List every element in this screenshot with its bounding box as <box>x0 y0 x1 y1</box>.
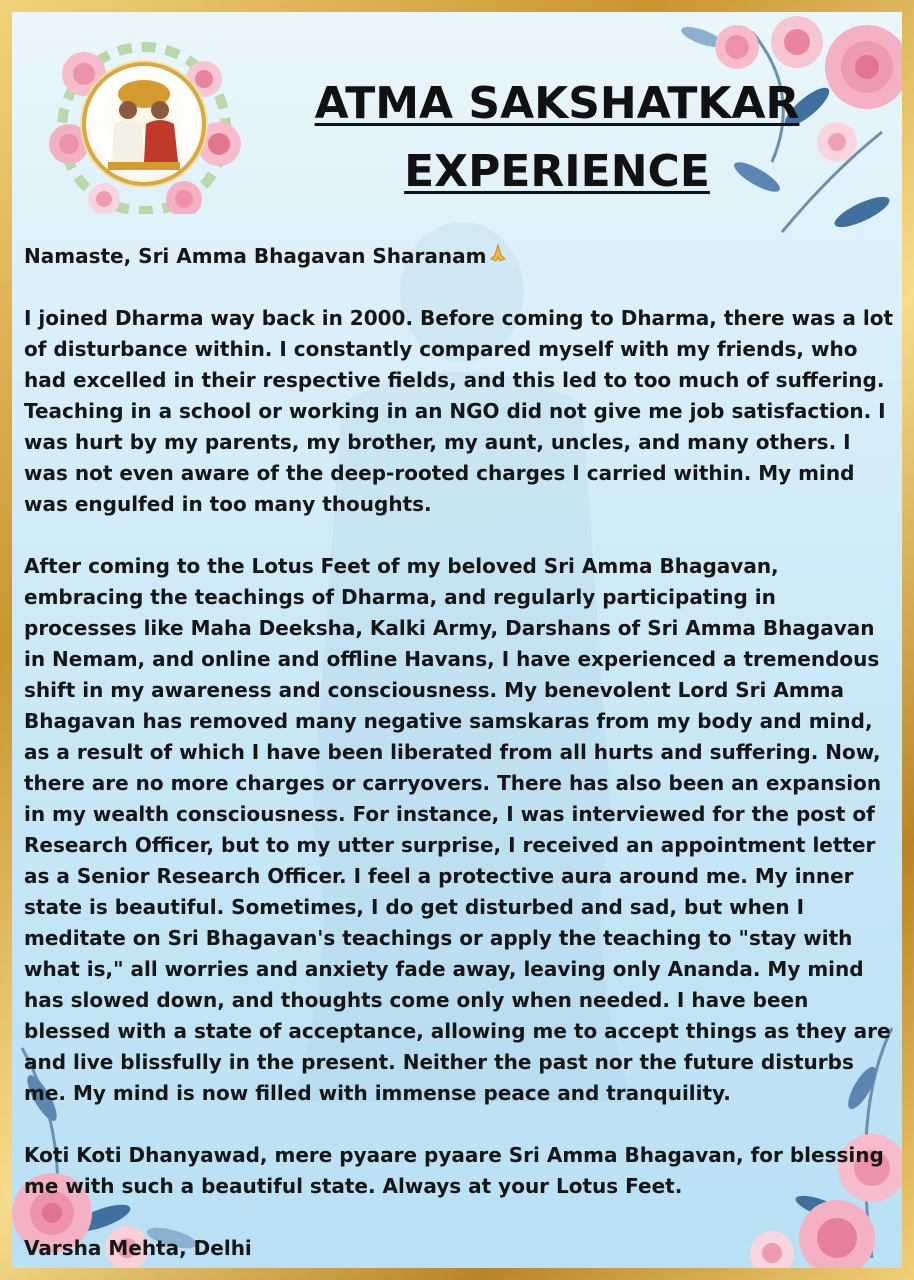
title-line-1: ATMA SAKSHATKAR <box>314 78 800 129</box>
amma-bhagavan-logo <box>82 62 206 186</box>
paragraph-2: After coming to the Lotus Feet of my beloved Sri Amma Bhagavan, embracing the teachings of Dharma, and regularly participating in processes like Maha Deeksha, Kalki Army, Darshans of Sri Amma Bhagavan in Nemam, and online and offline Havans, I have experienced a tremendous shift in my awareness and consciousness. My benevolent Lord Sri Amma Bhagavan has removed many negative samskaras from my body and mind, as a result of which I have been liberated from all hurts and suffering. Now, there are no more charges or carryovers. There has also been an expansion in my wealth consciousness. For instance, I was interviewed for the post of Research Officer, but to my utter surprise, I received an appointment letter as a Senior Research Officer. I feel a protective aura around me. My inner state is beautiful. Sometimes, I do get disturbed and sad, but when I meditate on Sri Bhagavan's teachings or apply the teaching to "stay with what is," all worries and anxiety fade away, leaving only Ananda. My mind has slowed down, and thoughts come only when needed. I have been blessed with a state of acceptance, allowing me to accept things as they are and live blissfully in the present. Neither the past nor the future disturbs me. My mind is now filled with immense peace and tranquility. <box>24 554 891 1105</box>
deity-figures-icon <box>86 66 202 182</box>
page-title <box>262 70 852 206</box>
greeting-text: Namaste, Sri Amma Bhagavan Sharanam <box>24 244 487 268</box>
testimonial-page <box>12 12 902 1268</box>
testimonial-body <box>24 241 894 1268</box>
paragraph-3: Koti Koti Dhanyawad, mere pyaare pyaare Sri Amma Bhagavan, for blessing me with such a beautiful state. Always at your Lotus Feet. <box>24 1143 884 1198</box>
greeting-paragraph <box>24 241 894 272</box>
title-line-2: EXPERIENCE <box>404 146 710 197</box>
signature: Varsha Mehta, Delhi <box>24 1236 252 1260</box>
paragraph-1: I joined Dharma way back in 2000. Before coming to Dharma, there was a lot of disturbance within. I constantly compared myself with my friends, who had excelled in their respective fields, and this led to too much of suffering. Teaching in a school or working in an NGO did not give me job satisfaction. I was hurt by my parents, my brother, my aunt, uncles, and many others. I was not even aware of the deep-rooted charges I carried within. My mind was engulfed in too many thoughts. <box>24 306 894 516</box>
praying-hands-icon <box>488 243 508 263</box>
